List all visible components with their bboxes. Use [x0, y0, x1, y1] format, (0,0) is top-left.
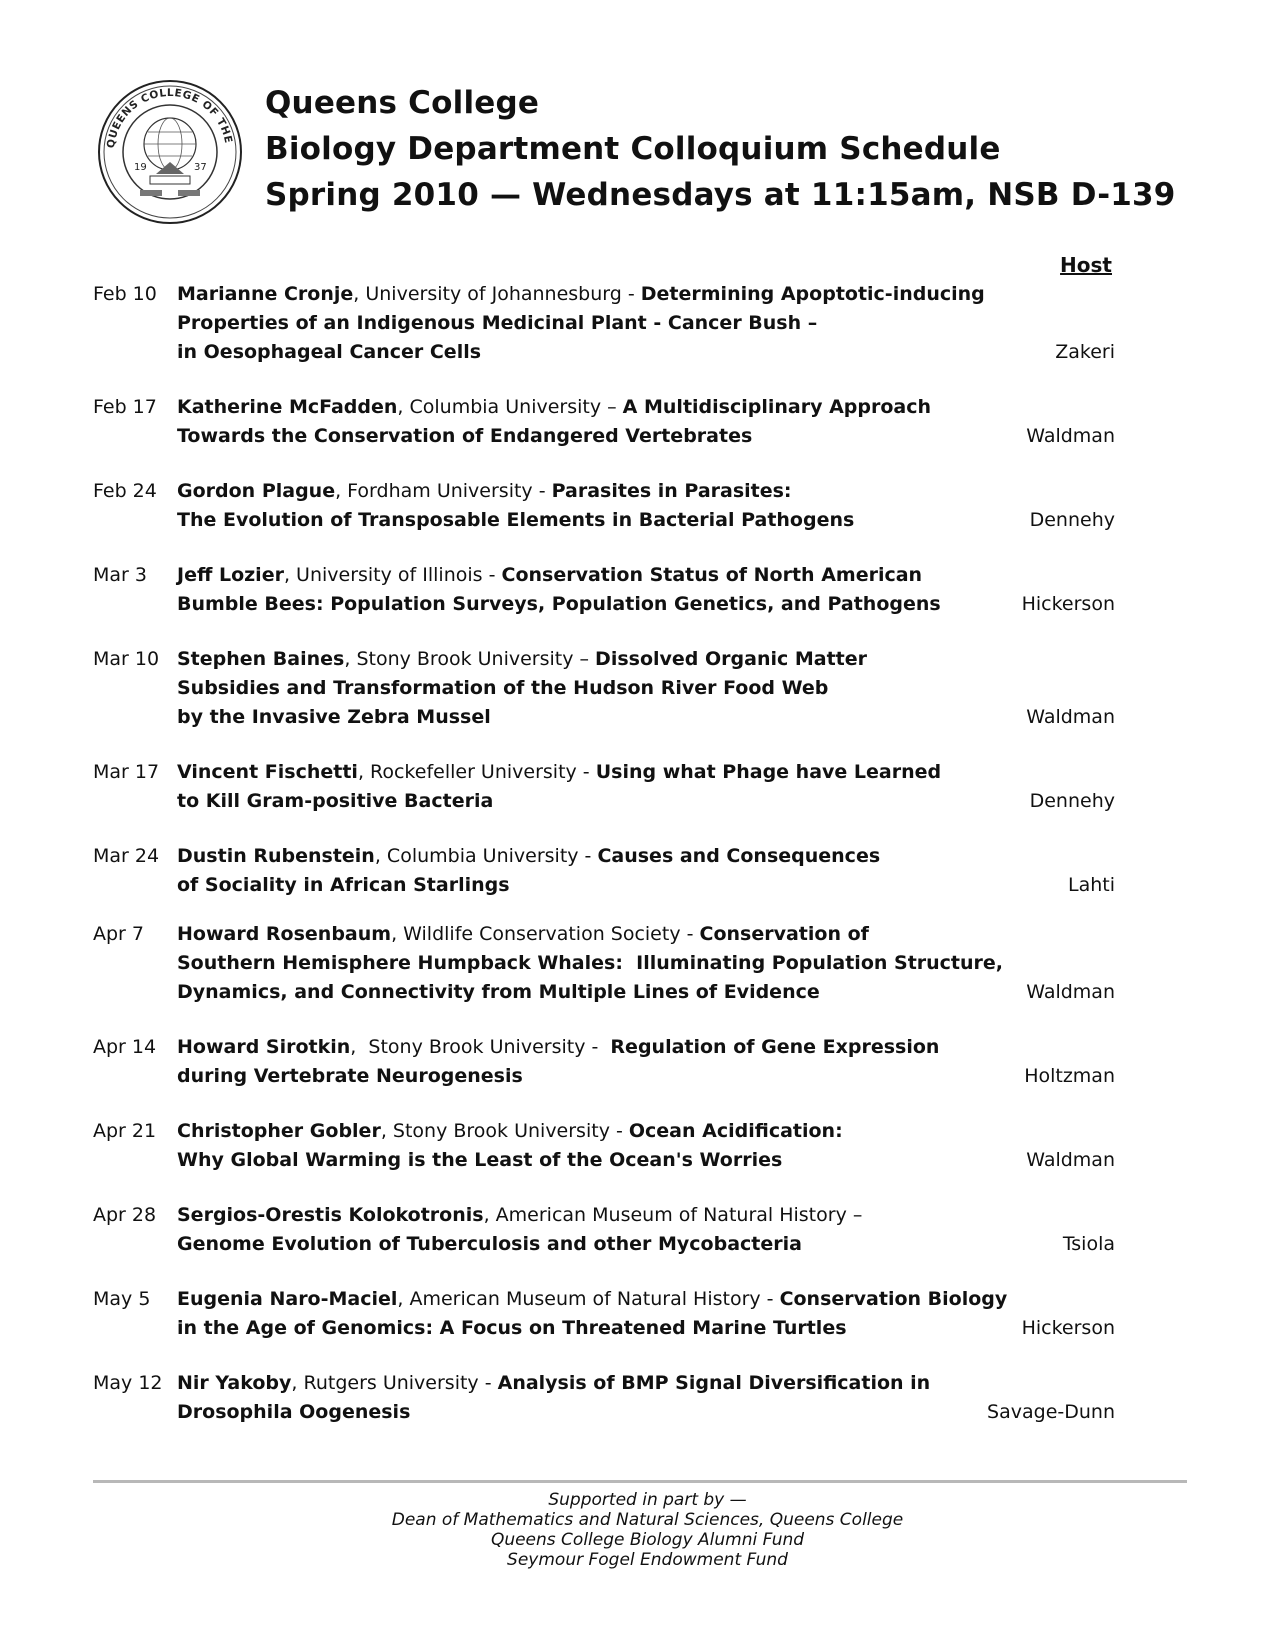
- entry-host: Savage-Dunn: [987, 1401, 1115, 1423]
- entry-talk: [177, 393, 1007, 451]
- entry-talk-title-line: of Sociality in African Starlings: [177, 874, 510, 896]
- entry-host: Waldman: [1026, 1149, 1115, 1171]
- entry-host: Tsiola: [1062, 1233, 1115, 1255]
- entry-host: Waldman: [1026, 425, 1115, 447]
- entry-speaker: Dustin Rubenstein: [177, 845, 375, 867]
- entry-affiliation: , Wildlife Conservation Society -: [391, 923, 700, 945]
- entry-speaker: Sergios-Orestis Kolokotronis: [177, 1204, 484, 1226]
- entry-talk-title-line: during Vertebrate Neurogenesis: [177, 1065, 523, 1087]
- entry-first-line: [177, 1201, 1007, 1230]
- entry-speaker: Howard Sirotkin: [177, 1036, 351, 1058]
- entry-date: Apr 28: [93, 1204, 157, 1226]
- svg-text:QUEENS COLLEGE OF THE CITY OF: QUEENS COLLEGE OF THE: [105, 86, 235, 149]
- schedule-entry: [93, 645, 1115, 732]
- schedule-entry: [93, 280, 1115, 367]
- entry-talk: [177, 645, 1007, 732]
- schedule-entry: [93, 1033, 1115, 1091]
- entry-affiliation: , Rockefeller University -: [357, 761, 596, 783]
- entry-host: Hickerson: [1021, 1317, 1115, 1339]
- entry-talk: [177, 758, 1007, 816]
- schedule-entry: [93, 920, 1115, 1007]
- entry-talk-title-line: Causes and Consequences: [597, 845, 881, 867]
- entry-talk: [177, 280, 1007, 367]
- entry-talk-title-line: to Kill Gram-positive Bacteria: [177, 790, 494, 812]
- entry-talk: [177, 1033, 1007, 1091]
- entry-talk-title-line: Parasites in Parasites:: [551, 480, 792, 502]
- entry-talk: [177, 1201, 1007, 1259]
- entry-talk-title-line: Regulation of Gene Expression: [610, 1036, 940, 1058]
- entry-first-line: [177, 842, 1007, 871]
- entry-affiliation: , Fordham University -: [335, 480, 552, 502]
- entry-talk: [177, 1117, 1007, 1175]
- entry-affiliation: , University of Johannesburg -: [353, 283, 641, 305]
- entry-talk-title-line: Why Global Warming is the Least of the Ocean's Worries: [177, 1149, 783, 1171]
- schedule-entry: [93, 842, 1115, 900]
- entry-date: Apr 14: [93, 1036, 157, 1058]
- schedule-entry: [93, 477, 1115, 535]
- schedule-entry: [93, 1285, 1115, 1343]
- entry-first-line: [177, 561, 1007, 590]
- entry-date: Feb 17: [93, 396, 157, 418]
- entry-host: Waldman: [1026, 706, 1115, 728]
- entry-date: Feb 10: [93, 283, 157, 305]
- entry-talk-title-line: by the Invasive Zebra Mussel: [177, 706, 491, 728]
- footer-supported-by: Supported in part by —: [548, 1490, 747, 1510]
- entry-speaker: Howard Rosenbaum: [177, 923, 392, 945]
- schedule-entry: [93, 561, 1115, 619]
- entry-speaker: Nir Yakoby: [177, 1372, 292, 1394]
- entry-host: Dennehy: [1029, 509, 1115, 531]
- svg-text:19: 19: [134, 162, 147, 173]
- entry-talk-title-line: Subsidies and Transformation of the Hudson River Food Web: [177, 677, 829, 699]
- entry-talk: [177, 477, 1007, 535]
- entry-date: Apr 21: [93, 1120, 157, 1142]
- entry-host: Hickerson: [1021, 593, 1115, 615]
- footer-divider: [93, 1480, 1187, 1483]
- entry-talk-title-line: Determining Apoptotic-inducing: [640, 283, 985, 305]
- entry-talk: [177, 842, 1007, 900]
- college-seal-icon: [96, 78, 244, 226]
- entry-affiliation: , Stony Brook University -: [350, 1036, 611, 1058]
- entry-talk-title-line: Genome Evolution of Tuberculosis and other Mycobacteria: [177, 1233, 802, 1255]
- entry-first-line: [177, 393, 1007, 422]
- entry-talk-title-line: Properties of an Indigenous Medicinal Plant - Cancer Bush –: [177, 312, 818, 334]
- entry-host: Dennehy: [1029, 790, 1115, 812]
- entry-talk-title-line: Dissolved Organic Matter: [595, 648, 868, 670]
- entry-talk-title-line: The Evolution of Transposable Elements in Bacterial Pathogens: [177, 509, 855, 531]
- colloquium-schedule: [93, 280, 1115, 1427]
- footer-sponsor-endowment-fund: Seymour Fogel Endowment Fund: [507, 1550, 788, 1570]
- entry-affiliation: , Stony Brook University –: [344, 648, 596, 670]
- entry-speaker: Katherine McFadden: [177, 396, 398, 418]
- footer-sponsor-dean: Dean of Mathematics and Natural Sciences, Queens College: [391, 1510, 904, 1530]
- header-term-time-location: Spring 2010 — Wednesdays at 11:15am, NSB D-139: [265, 177, 1176, 213]
- header-college-name: Queens College: [265, 85, 540, 121]
- entry-speaker: Eugenia Naro-Maciel: [177, 1288, 398, 1310]
- entry-date: Mar 24: [93, 845, 160, 867]
- entry-date: May 5: [93, 1288, 151, 1310]
- entry-talk: [177, 920, 1007, 1007]
- schedule-entry: [93, 1117, 1115, 1175]
- entry-affiliation: , University of Illinois -: [283, 564, 502, 586]
- entry-talk-title-line: Southern Hemisphere Humpback Whales: Illuminating Population Structure,: [177, 952, 1004, 974]
- entry-affiliation: , Stony Brook University -: [380, 1120, 629, 1142]
- entry-talk-title-line: Conservation of: [699, 923, 869, 945]
- entry-first-line: [177, 1369, 1007, 1398]
- entry-date: Apr 7: [93, 923, 144, 945]
- schedule-entry: [93, 1201, 1115, 1259]
- entry-date: Feb 24: [93, 480, 157, 502]
- document-header: [265, 80, 1176, 218]
- entry-talk-title-line: Ocean Acidification:: [628, 1120, 843, 1142]
- footer-sponsor-alumni-fund: Queens College Biology Alumni Fund: [490, 1530, 805, 1550]
- host-column-heading: Host: [1060, 253, 1112, 277]
- entry-affiliation: , Columbia University –: [397, 396, 623, 418]
- entry-talk-title-line: A Multidisciplinary Approach: [622, 396, 932, 418]
- entry-first-line: [177, 1285, 1007, 1314]
- entry-talk-title-line: Bumble Bees: Population Surveys, Population Genetics, and Pathogens: [177, 593, 941, 615]
- entry-talk: [177, 1369, 1007, 1427]
- entry-date: Mar 17: [93, 761, 160, 783]
- entry-talk: [177, 561, 1007, 619]
- header-schedule-title: Biology Department Colloquium Schedule: [265, 131, 1001, 167]
- entry-affiliation: , Rutgers University -: [291, 1372, 498, 1394]
- entry-talk-title-line: in Oesophageal Cancer Cells: [177, 341, 482, 363]
- entry-speaker: Gordon Plague: [177, 480, 336, 502]
- entry-talk-title-line: in the Age of Genomics: A Focus on Threatened Marine Turtles: [177, 1317, 847, 1339]
- entry-date: Mar 10: [93, 648, 160, 670]
- entry-speaker: Marianne Cronje: [177, 283, 354, 305]
- entry-talk-title-line: Dynamics, and Connectivity from Multiple Lines of Evidence: [177, 981, 820, 1003]
- entry-host: Holtzman: [1024, 1065, 1115, 1087]
- sponsor-footer: [0, 1490, 1275, 1570]
- entry-host: Lahti: [1068, 874, 1115, 896]
- schedule-entry: [93, 393, 1115, 451]
- entry-first-line: [177, 920, 1007, 949]
- entry-date: Mar 3: [93, 564, 147, 586]
- entry-first-line: [177, 1033, 1007, 1062]
- entry-speaker: Stephen Baines: [177, 648, 345, 670]
- svg-text:37: 37: [194, 162, 207, 173]
- entry-host: Waldman: [1026, 981, 1115, 1003]
- schedule-entry: [93, 758, 1115, 816]
- entry-affiliation: , American Museum of Natural History –: [483, 1204, 863, 1226]
- entry-host: Zakeri: [1055, 341, 1115, 363]
- entry-first-line: [177, 280, 1007, 309]
- entry-speaker: Vincent Fischetti: [177, 761, 358, 783]
- entry-talk-title-line: Towards the Conservation of Endangered Vertebrates: [177, 425, 753, 447]
- entry-speaker: Jeff Lozier: [177, 564, 284, 586]
- entry-first-line: [177, 477, 1007, 506]
- entry-date: May 12: [93, 1372, 163, 1394]
- entry-talk-title-line: Using what Phage have Learned: [595, 761, 942, 783]
- entry-talk-title-line: Conservation Biology: [779, 1288, 1008, 1310]
- entry-talk-title-line: Analysis of BMP Signal Diversification in: [497, 1372, 931, 1394]
- schedule-entry: [93, 1369, 1115, 1427]
- entry-first-line: [177, 758, 1007, 787]
- entry-speaker: Christopher Gobler: [177, 1120, 381, 1142]
- entry-talk-title-line: Drosophila Oogenesis: [177, 1401, 411, 1423]
- entry-affiliation: , American Museum of Natural History -: [397, 1288, 780, 1310]
- entry-first-line: [177, 1117, 1007, 1146]
- entry-talk: [177, 1285, 1007, 1343]
- entry-affiliation: , Columbia University -: [374, 845, 598, 867]
- entry-talk-title-line: Conservation Status of North American: [501, 564, 923, 586]
- entry-first-line: [177, 645, 1007, 674]
